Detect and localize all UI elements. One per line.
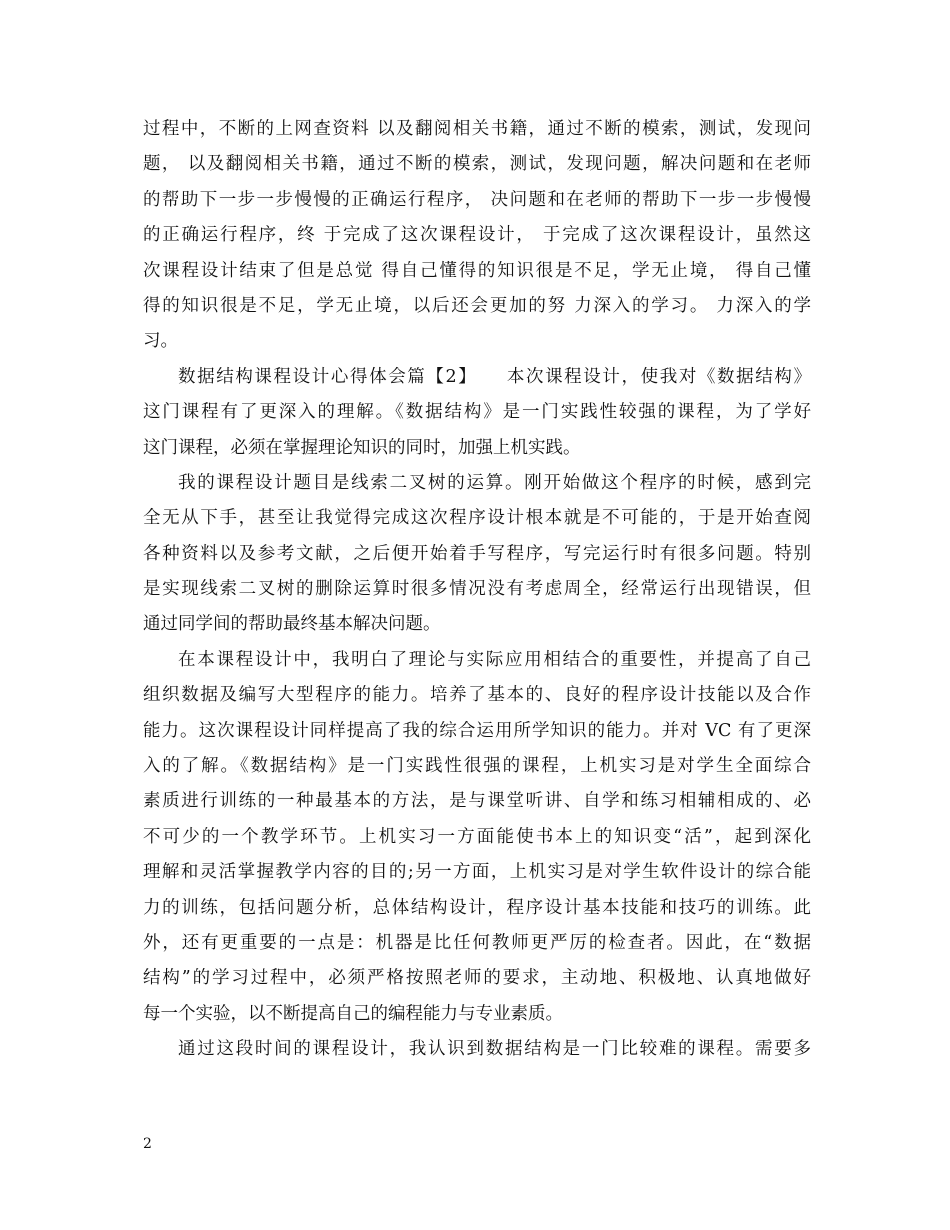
text-line: 通过同学间的帮助最终基本解决问题。 xyxy=(143,614,441,635)
text-line: 理解和灵活掌握教学内容的目的;另一方面，上机实习是对学生软件设计的综合能 xyxy=(143,862,811,883)
text-line: 入的了解。《数据结构》是一门实践性很强的课程，上机实习是对学生全面综合 xyxy=(143,756,811,777)
text-line: 通过这段时间的课程设计，我认识到数据结构是一门比较难的课程。需要多 xyxy=(178,1039,811,1060)
text-line: 外，还有更重要的一点是：机器是比任何教师更严厉的检查者。因此，在“数据 xyxy=(143,932,811,953)
text-line: 组织数据及编写大型程序的能力。培养了基本的、良好的程序设计技能以及合作 xyxy=(143,685,811,706)
text-line: 全无从下手，甚至让我觉得完成这次程序设计根本就是不可能的，于是开始查阅 xyxy=(143,508,811,529)
page-number: 2 xyxy=(143,1136,152,1152)
text-line: 我的课程设计题目是线索二叉树的运算。刚开始做这个程序的时候，感到完 xyxy=(178,472,811,493)
text-line: 习。 xyxy=(143,331,178,352)
text-line: 题， 以及翻阅相关书籍，通过不断的模索，测试，发现问题，解决问题和在老师 xyxy=(143,154,811,175)
text-line: 次课程设计结束了但是总觉 得自己懂得的知识很是不足，学无止境， 得自己懂 xyxy=(143,260,811,281)
text-line: 的帮助下一步一步慢慢的正确运行程序， 决问题和在老师的帮助下一步一步慢慢 xyxy=(143,189,811,210)
body-text xyxy=(143,112,811,1068)
text-line: 得的知识很是不足，学无止境，以后还会更加的努 力深入的学习。 力深入的学 xyxy=(143,295,811,316)
text-line: 各种资料以及参考文献，之后便开始着手写程序，写完运行时有很多问题。特别 xyxy=(143,543,811,564)
text-line: 数据结构课程设计心得体会篇【2】 本次课程设计，使我对《数据结构》 xyxy=(178,366,811,387)
text-line: 的正确运行程序，终 于完成了这次课程设计， 于完成了这次课程设计，虽然这 xyxy=(143,225,811,246)
text-line: 不可少的一个教学环节。上机实习一方面能使书本上的知识变“活”，起到深化 xyxy=(143,826,811,847)
text-line: 这门课程，必须在掌握理论知识的同时，加强上机实践。 xyxy=(143,437,581,458)
text-line: 是实现线索二叉树的删除运算时很多情况没有考虑周全，经常运行出现错误，但 xyxy=(143,579,811,600)
text-line: 结构”的学习过程中，必须严格按照老师的要求，主动地、积极地、认真地做好 xyxy=(143,968,811,989)
text-line: 过程中，不断的上网查资料 以及翻阅相关书籍，通过不断的模索，测试，发现问 xyxy=(143,119,811,139)
text-line: 素质进行训练的一种最基本的方法，是与课堂听讲、自学和练习相辅相成的、必 xyxy=(143,791,811,812)
text-line: 力的训练，包括问题分析，总体结构设计，程序设计基本技能和技巧的训练。此 xyxy=(143,897,811,918)
text-line: 每一个实验，以不断提高自己的编程能力与专业素质。 xyxy=(143,1003,563,1024)
text-line: 在本课程设计中，我明白了理论与实际应用相结合的重要性，并提高了自己 xyxy=(178,649,811,670)
text-line: 能力。这次课程设计同样提高了我的综合运用所学知识的能力。并对 VC 有了更深 xyxy=(143,720,811,741)
text-line: 这门课程有了更深入的理解。《数据结构》是一门实践性较强的课程，为了学好 xyxy=(143,402,811,423)
